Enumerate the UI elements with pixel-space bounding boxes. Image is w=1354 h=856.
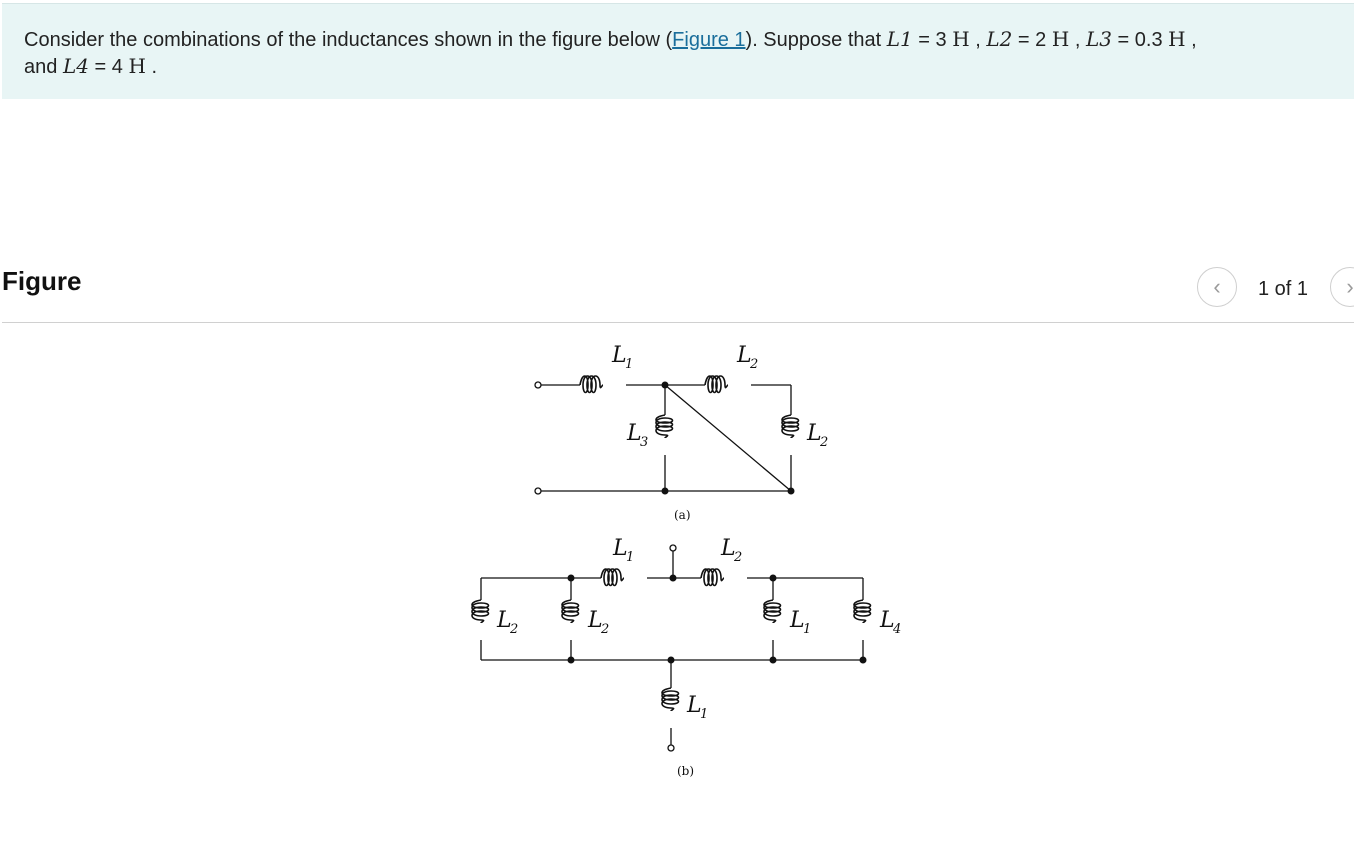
inductor-l2 xyxy=(472,600,489,623)
chevron-left-icon: ‹ xyxy=(1213,274,1221,299)
unit-henry: H xyxy=(1168,27,1186,51)
problem-text-intro: Consider the combinations of the inductances shown in the figure below ( xyxy=(24,29,673,51)
terminal xyxy=(535,382,541,388)
l1-value: 3 xyxy=(935,29,947,51)
unit-henry: H xyxy=(1051,27,1070,51)
l3-symbol: L3 xyxy=(1085,27,1112,51)
label-l2: L xyxy=(497,608,512,633)
problem-text-suppose: ). Suppose that xyxy=(745,29,887,51)
terminal xyxy=(535,488,541,494)
label-l2: L xyxy=(737,343,752,368)
label-l1: L xyxy=(687,693,702,718)
l2-symbol: L2 xyxy=(986,27,1013,51)
inductor-l1 xyxy=(580,376,603,393)
unit-henry: H xyxy=(128,54,146,78)
label-l2-subscript: 2 xyxy=(510,622,519,637)
label-l4-subscript: 4 xyxy=(893,622,902,637)
l1-symbol: L1 xyxy=(886,27,913,51)
label-l4: L xyxy=(880,608,895,633)
l3-value: 0.3 xyxy=(1134,29,1163,51)
terminal xyxy=(668,745,674,751)
l4-value: 4 xyxy=(111,56,123,78)
chevron-right-icon: › xyxy=(1346,274,1354,299)
label-l1-subscript: 1 xyxy=(803,622,812,637)
inductor-l2 xyxy=(701,569,724,586)
l4-symbol: L4 xyxy=(62,54,89,78)
label-l3: L xyxy=(627,421,642,446)
label-l2-subscript: 2 xyxy=(601,622,610,637)
label-l1: L xyxy=(790,608,805,633)
label-l1-subscript: 1 xyxy=(626,550,635,565)
label-l1-subscript: 1 xyxy=(625,357,634,372)
inductor-l1 xyxy=(601,569,624,586)
caption-b: (b) xyxy=(677,764,695,778)
inductor-l2 xyxy=(562,600,579,623)
and-word: and xyxy=(24,56,58,78)
inductor-l1 xyxy=(764,600,781,623)
inductor-l4 xyxy=(854,600,871,623)
label-l2: L xyxy=(721,536,736,561)
label-l1: L xyxy=(612,343,627,368)
unit-henry: H xyxy=(952,27,970,51)
label-l2-subscript: 2 xyxy=(750,357,759,372)
figure-1-link[interactable]: Figure 1 xyxy=(672,29,746,51)
terminal xyxy=(670,545,676,551)
circuit-a xyxy=(535,376,799,494)
label-l1: L xyxy=(613,536,628,561)
figure-title: Figure xyxy=(2,266,82,296)
inductor-l3 xyxy=(656,415,673,438)
l2-value: 2 xyxy=(1035,29,1047,51)
inductor-l2 xyxy=(782,415,799,438)
label-l2-subscript: 2 xyxy=(820,435,829,450)
figure-pager: 1 of 1 xyxy=(1258,278,1309,300)
problem-statement: Consider the combinations of the inductances shown in the figure below (Figure 1). Suppose that L1 = 3 H , L2 = 2 H , L3 = 0.3 H , and L4 = 4 H . xyxy=(2,3,1354,99)
label-l2: L xyxy=(588,608,603,633)
inductor-l1 xyxy=(662,688,679,711)
label-l1-subscript: 1 xyxy=(700,707,709,722)
caption-a: (a) xyxy=(674,508,691,522)
inductor-l2 xyxy=(705,376,728,393)
label-l3-subscript: 3 xyxy=(640,435,649,450)
label-l2-subscript: 2 xyxy=(734,550,743,565)
circuit-b-nodes xyxy=(568,575,867,664)
label-l2: L xyxy=(807,421,822,446)
